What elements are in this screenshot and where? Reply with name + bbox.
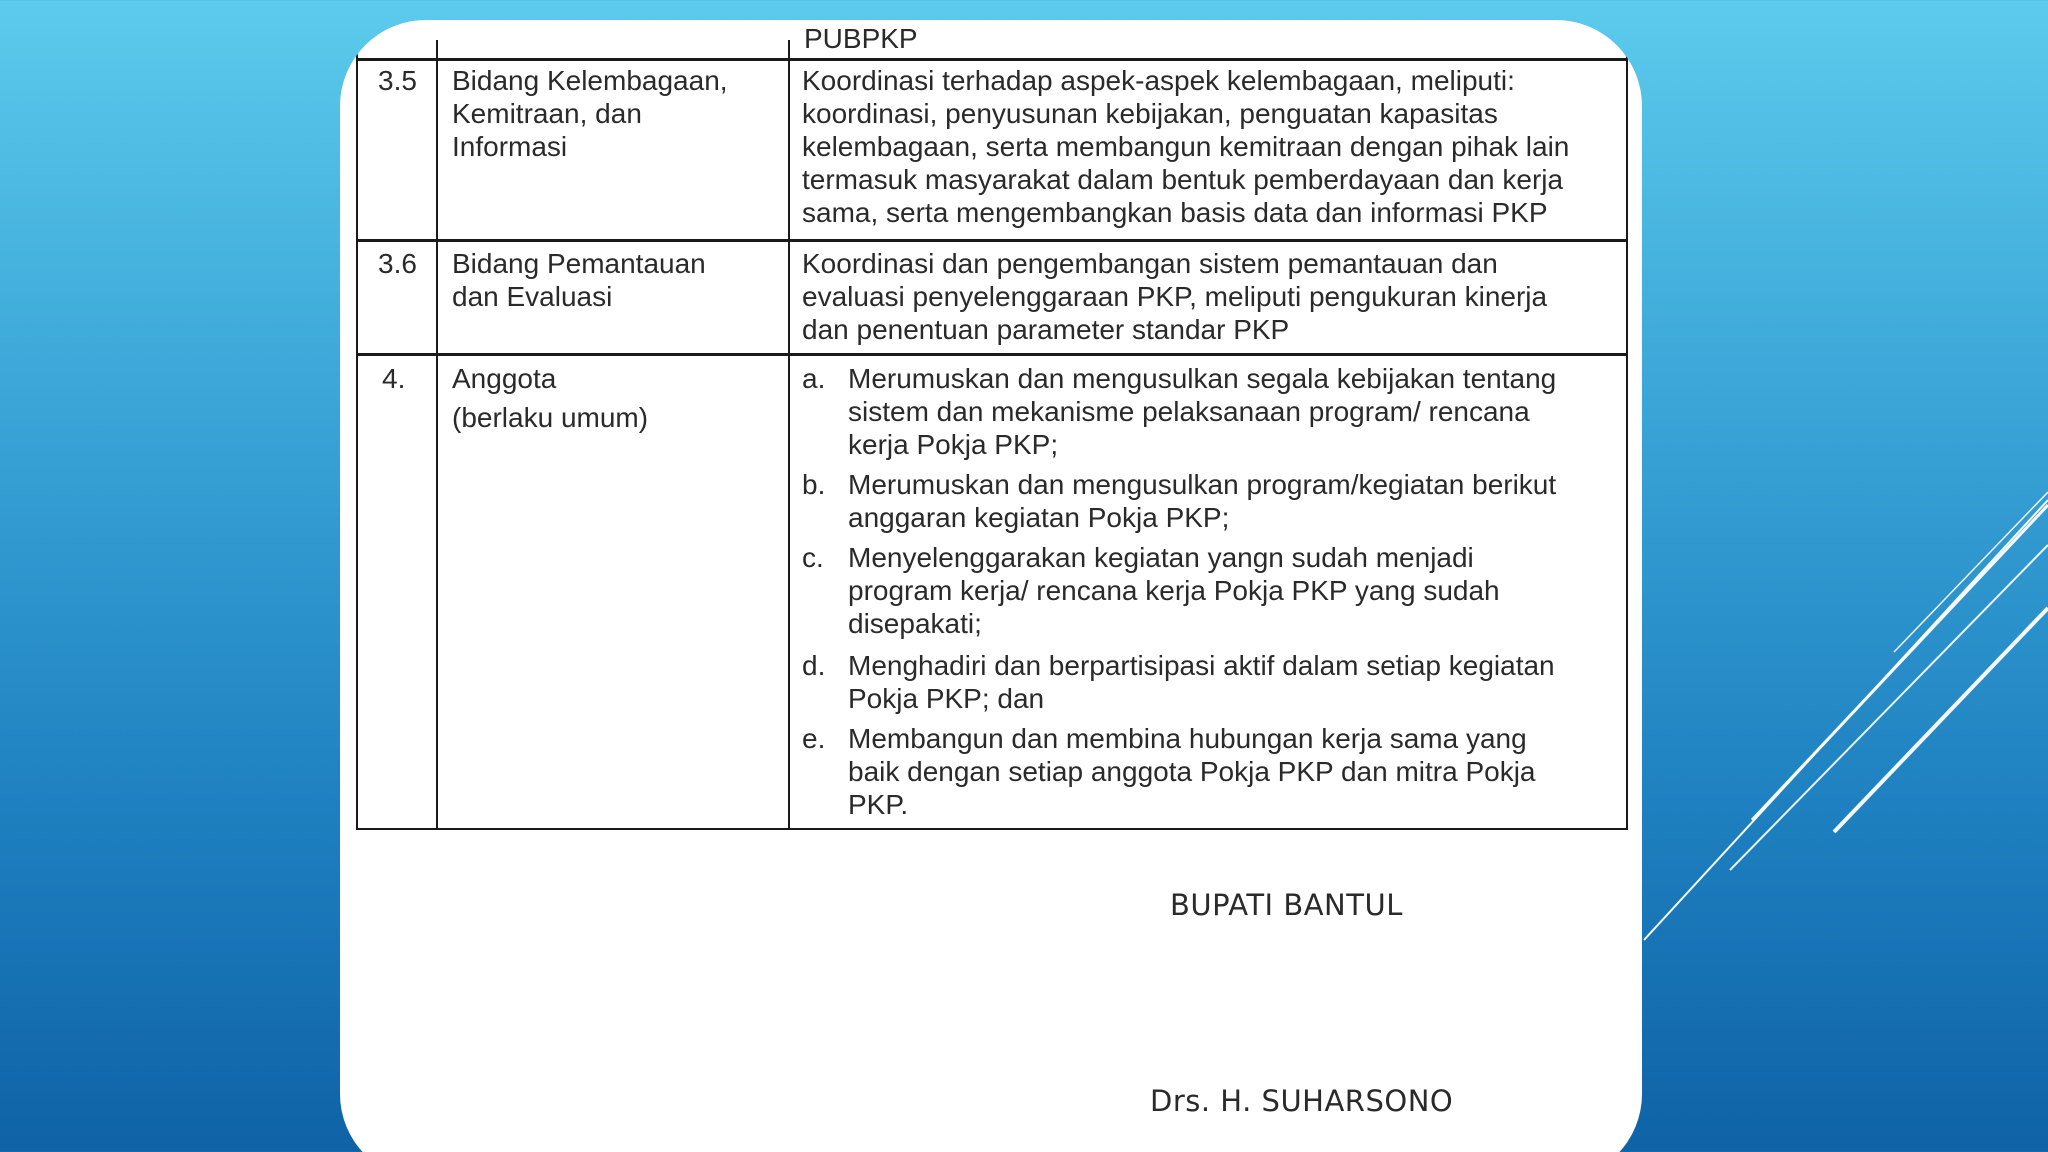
list-item-text: Menghadiri dan berpartisipasi aktif dalam setiap kegiatan Pokja PKP; dan	[848, 650, 1555, 714]
row-divider	[358, 239, 1626, 242]
list-marker: a.	[802, 363, 826, 394]
list-marker: e.	[802, 723, 826, 754]
document-page	[340, 20, 1642, 1152]
row-divider	[358, 58, 1626, 61]
signature-office: BUPATI BANTUL	[1170, 888, 1403, 922]
unit-duty: Koordinasi dan pengembangan sistem pemantauan dan evaluasi penyelenggaraan PKP, meliputi pengukuran kinerja dan penentuan parameter standar PKP	[802, 248, 1548, 345]
unit-duty: Koordinasi terhadap aspek-aspek kelembagaan, meliputi: koordinasi, penyusunan kebijakan, penguatan kapasitas kelembagaan, serta membangun kemitraan dengan pihak lain termasuk masyarakat dalam bentuk pemberdayaan dan kerja sama, serta mengembangkan basis data dan informasi PKP	[802, 65, 1570, 228]
list-item-text: Merumuskan dan mengusulkan program/kegiatan berikut anggaran kegiatan Pokja PKP;	[848, 469, 1557, 533]
row-number: 4.	[382, 363, 406, 394]
duties-table	[356, 23, 1628, 830]
unit-name: Bidang Kelembagaan, Kemitraan, dan Informasi	[452, 65, 728, 162]
list-marker: d.	[802, 650, 826, 681]
unit-name: Bidang Pemantauan dan Evaluasi	[452, 248, 706, 312]
previous-row-cutoff-text: PUBPKP	[804, 23, 918, 54]
column-divider	[436, 40, 438, 828]
row-number: 3.5	[378, 65, 417, 96]
list-marker: c.	[802, 542, 824, 573]
unit-name-note: (berlaku umum)	[452, 402, 649, 433]
list-marker: b.	[802, 469, 826, 500]
column-divider	[788, 40, 790, 828]
signature-name: Drs. H. SUHARSONO	[1150, 1084, 1454, 1118]
row-number: 3.6	[378, 248, 417, 279]
list-item-text: Membangun dan membina hubungan kerja sama yang baik dengan setiap anggota Pokja PKP dan mitra Pokja PKP.	[848, 723, 1536, 820]
list-item-text: Merumuskan dan mengusulkan segala kebijakan tentang sistem dan mekanisme pelaksanaan program/ rencana kerja Pokja PKP;	[848, 363, 1557, 460]
row-divider	[358, 353, 1626, 356]
list-item-text: Menyelenggarakan kegiatan yangn sudah menjadi program kerja/ rencana kerja Pokja PKP yang sudah disepakati;	[848, 542, 1500, 639]
unit-name: Anggota	[452, 363, 557, 394]
